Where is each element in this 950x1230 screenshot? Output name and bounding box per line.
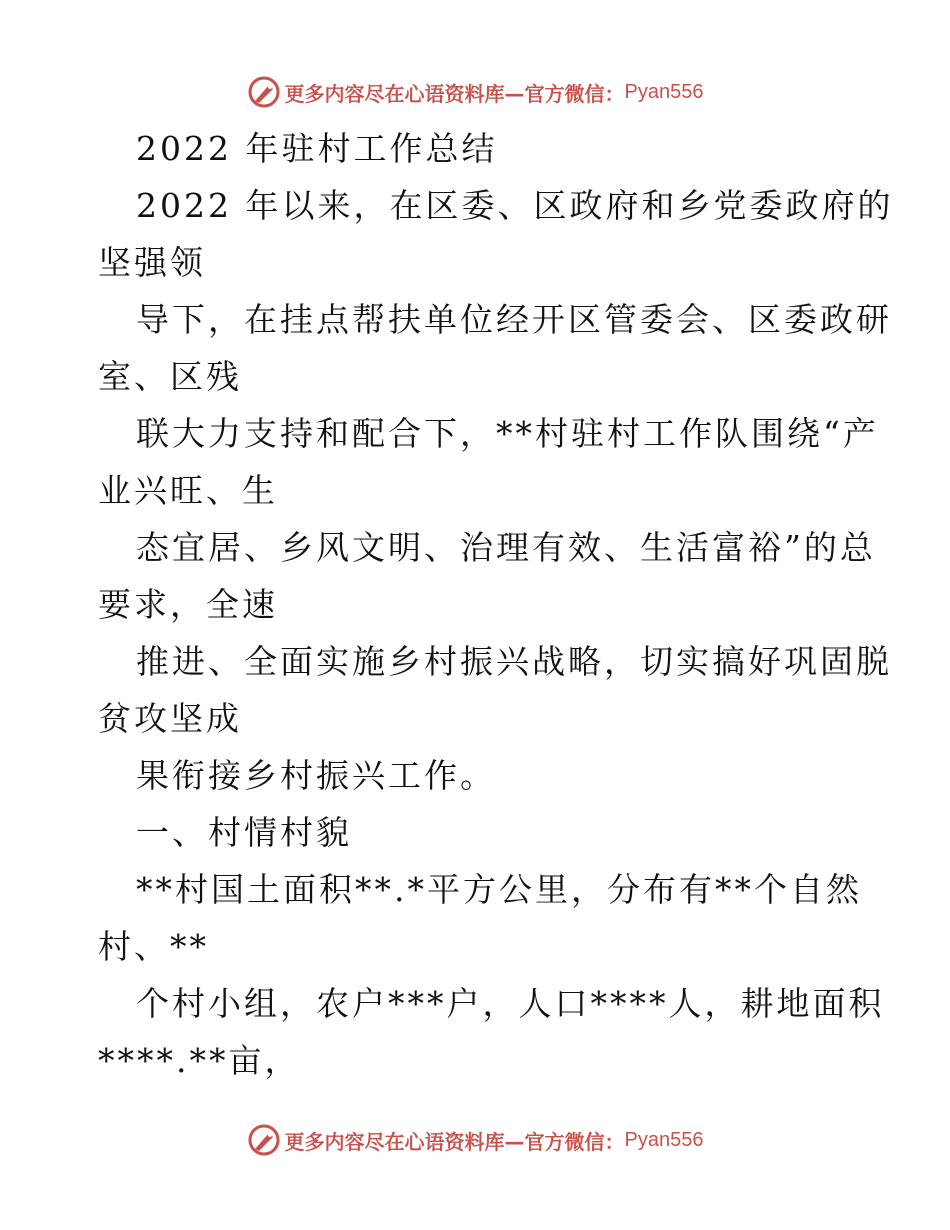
paragraph-line: 室、区残 [98, 357, 242, 396]
paragraph-line: 要求，全速 [98, 585, 278, 624]
document-body [98, 120, 894, 1089]
watermark-wechat-id: Pyan556 [624, 1128, 704, 1151]
paragraph-line: 态宜居、乡风文明、治理有效、生活富裕”的总 [136, 528, 876, 567]
paragraph-line: 推进、全面实施乡村振兴战略，切实搞好巩固脱 [136, 642, 892, 681]
pen-nib-logo-icon [247, 75, 281, 109]
paragraph-line: 果衔接乡村振兴工作。 [136, 756, 496, 795]
paragraph-line: 贫攻坚成 [98, 699, 242, 738]
watermark-wechat-id: Pyan556 [624, 80, 704, 103]
paragraph-line: 村、** [98, 927, 209, 966]
watermark-text: 更多内容尽在心语资料库—官方微信： [284, 81, 625, 106]
pen-nib-logo-icon [247, 1123, 281, 1157]
paragraph-line: 坚强领 [98, 243, 206, 282]
paragraph-line: 个村小组，农户***户，人口****人，耕地面积 [136, 984, 885, 1023]
paragraph-line: 2022 年以来，在区委、区政府和乡党委政府的 [136, 186, 894, 225]
watermark-text: 更多内容尽在心语资料库—官方微信： [284, 1129, 625, 1154]
paragraph-line: ****.**亩， [98, 1041, 301, 1080]
paragraph-line: 导下，在挂点帮扶单位经开区管委会、区委政研 [136, 300, 892, 339]
paragraph-line: 联大力支持和配合下，**村驻村工作队围绕“产 [136, 414, 879, 453]
paragraph-line: 业兴旺、生 [98, 471, 278, 510]
watermark-banner-bottom [0, 1120, 950, 1160]
watermark-banner-top [0, 72, 950, 112]
section-heading: 一、村情村貌 [136, 813, 352, 852]
document-title: 2022 年驻村工作总结 [136, 129, 498, 168]
paragraph-line: **村国土面积**.*平方公里，分布有**个自然 [136, 870, 862, 909]
